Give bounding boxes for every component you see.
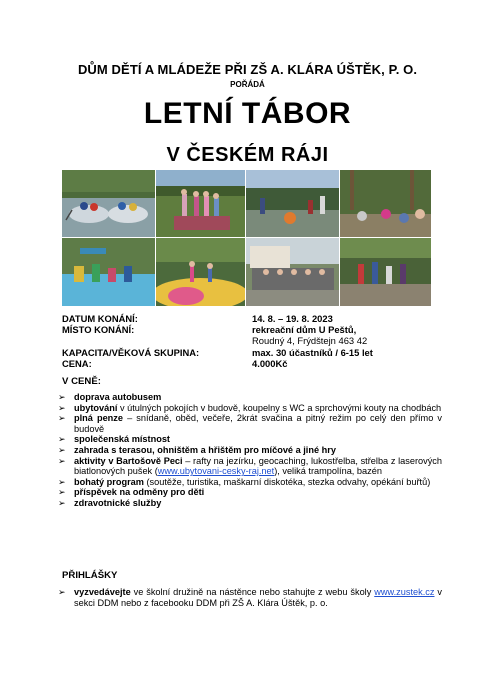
item-bold: bohatý program — [74, 476, 144, 487]
item-bold: vyzvedávejte — [74, 587, 131, 597]
place-address: Roudný 4, Frýdštejn 463 42 — [252, 335, 368, 346]
item-bold: ubytování — [74, 402, 118, 413]
capacity-label: KAPACITA/VĚKOVÁ SKUPINA: — [62, 347, 200, 358]
capacity-value: max. 30 účastníků / 6-15 let — [252, 347, 373, 358]
date-label: DATUM KONÁNÍ: — [62, 313, 138, 324]
arrow-bullet-icon: ➢ — [58, 476, 66, 487]
applications-heading: PŘIHLÁŠKY — [62, 570, 118, 581]
arrow-bullet-icon: ➢ — [58, 497, 66, 508]
page-subtitle: V ČESKÉM RÁJI — [166, 144, 329, 166]
item-text: – snídaně, oběd, večeře, 2krát svačina a pitný režim po celý den přímo v budově — [74, 413, 442, 434]
photo-group-field — [156, 170, 245, 237]
date-value: 14. 8. – 19. 8. 2023 — [252, 313, 333, 324]
list-item — [58, 434, 442, 445]
arrow-bullet-icon: ➢ — [58, 434, 66, 445]
item-bold: příspěvek na odměny pro děti — [74, 487, 205, 498]
item-text: (soutěže, turistika, maškarní diskotéka, stezka odvahy, opékání buřtů) — [143, 476, 431, 487]
website-link[interactable]: www.ubytovani-cesky-raj.net — [157, 466, 275, 477]
item-text: v sekci DDM nebo z facebooku DDM při ZŠ A. Klára Úštěk, p. o. — [74, 587, 442, 608]
list-item — [58, 476, 442, 488]
item-text: – rafty na jezírku, geocaching, lukostřelba, střelba z laserových biatlonových pušek ( — [74, 455, 443, 477]
item-text: ), veliká trampolína, bazén — [274, 466, 382, 477]
item-bold: zdravotnické služby — [74, 497, 162, 508]
price-label: CENA: — [62, 358, 92, 369]
list-item — [58, 487, 442, 498]
item-bold: aktivity v Bartošově Peci — [74, 455, 183, 466]
photo-pool — [62, 238, 155, 306]
arrow-bullet-icon: ➢ — [58, 487, 66, 498]
photo-kids-slope — [340, 238, 431, 306]
photo-rafting — [62, 170, 155, 237]
list-item — [58, 413, 442, 434]
arrow-bullet-icon: ➢ — [58, 402, 66, 413]
organization-name: DŮM DĚTÍ A MLÁDEŽE PŘI ZŠ A. KLÁRA ÚŠTĚK, P. O. — [77, 62, 418, 77]
place-value: rekreační dům U Peštů, — [252, 324, 357, 335]
arrow-bullet-icon: ➢ — [58, 392, 66, 402]
arrow-bullet-icon: ➢ — [58, 413, 66, 424]
arrow-bullet-icon: ➢ — [58, 587, 66, 597]
list-item — [58, 402, 442, 414]
photo-campfire — [246, 170, 339, 237]
item-bold: zahrada s terasou, ohništěm a hřištěm pro míčové a jiné hry — [74, 444, 336, 455]
arrow-bullet-icon: ➢ — [58, 444, 66, 455]
page-title: LETNÍ TÁBOR — [143, 97, 352, 130]
photo-trampoline — [156, 238, 245, 306]
arrow-bullet-icon: ➢ — [58, 455, 66, 466]
subtitle: POŘÁDÁ — [230, 80, 265, 89]
photo-kids-forest — [340, 170, 431, 237]
included-list — [58, 392, 443, 509]
included-heading: V CENĚ: — [62, 376, 101, 387]
list-item — [58, 444, 442, 456]
item-text: ve školní družině na nástěnce nebo stahujte z webu školy — [130, 587, 375, 597]
list-item — [58, 497, 442, 509]
item-text: v útulných pokojích v budově, koupelny s WC a sprchovými kouty na chodbách — [117, 402, 442, 413]
item-bold: doprava autobusem — [74, 392, 162, 402]
item-bold: společenská místnost — [74, 434, 170, 445]
price-value: 4.000Kč — [252, 358, 288, 369]
list-item — [58, 455, 443, 477]
photo-group-house — [246, 238, 339, 306]
item-bold: plná penze — [74, 413, 123, 424]
list-item — [58, 587, 442, 608]
applications-list — [58, 587, 442, 608]
place-label: MÍSTO KONÁNÍ: — [62, 324, 135, 335]
list-item — [58, 392, 442, 403]
school-website-link[interactable]: www.zustek.cz — [374, 587, 435, 597]
